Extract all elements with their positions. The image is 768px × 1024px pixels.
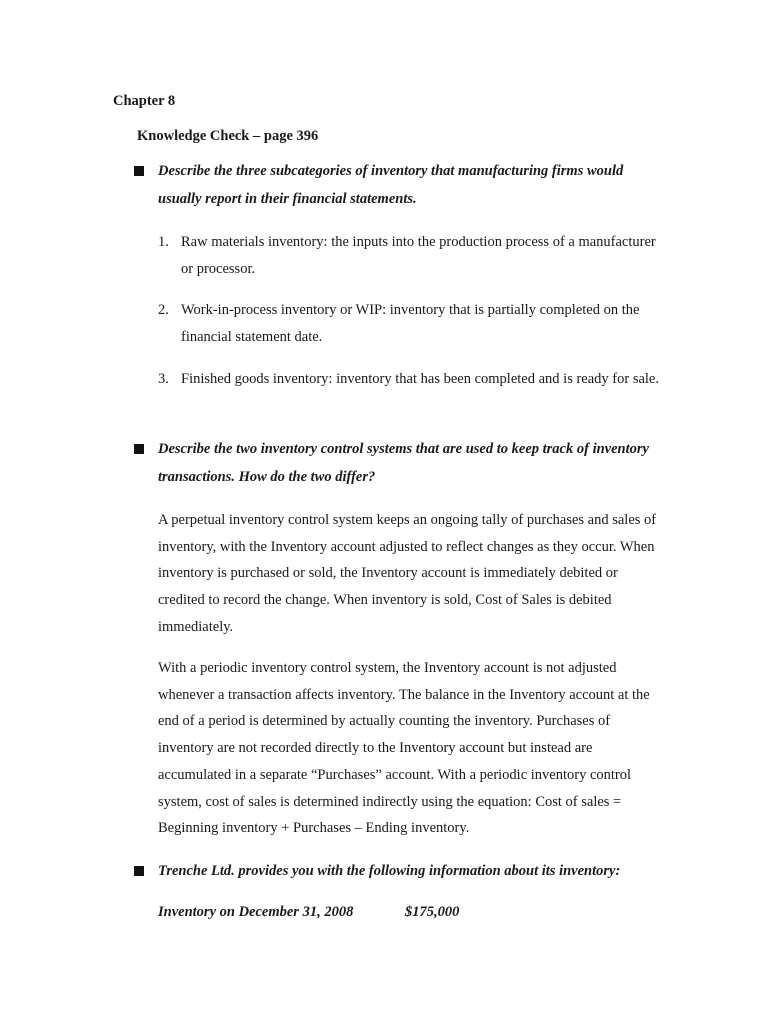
list-item: Finished goods inventory: inventory that has been completed and is ready for sale. — [181, 371, 659, 387]
inventory-value: $175,000 — [405, 904, 460, 920]
list-item: Work-in-process inventory or WIP: inventory that is partially completed on the financial statement date. — [181, 302, 640, 345]
list-number: 2. — [158, 302, 169, 318]
list-number: 3. — [158, 371, 169, 387]
list-item: Raw materials inventory: the inputs into the production process of a manufacturer or processor. — [181, 234, 656, 277]
paragraph-periodic: With a periodic inventory control system, the Inventory account is not adjusted whenever a transaction affects inventory. The balance in the Inventory account at the end of a period is determined by actually counting the inventory. Purchases of inventory are not recorded directly to the Inventory account but instead are accumulated in a separate “Purchases” account. With a periodic inventory control system, cost of sales is determined indirectly using the equation: Cost of sales = Beginning inventory + Purchases – Ending inventory. — [158, 660, 650, 837]
question-1: Describe the three subcategories of inventory that manufacturing firms would usually report in their financial statements. — [158, 163, 624, 207]
bullet-square-icon — [134, 866, 144, 876]
chapter-title: Chapter 8 — [113, 93, 176, 109]
question-2: Describe the two inventory control systems that are used to keep track of inventory transactions. How do the two differ? — [158, 441, 649, 485]
inventory-label: Inventory on December 31, 2008 — [158, 904, 354, 920]
paragraph-perpetual: A perpetual inventory control system keeps an ongoing tally of purchases and sales of inventory, with the Inventory account adjusted to reflect changes as they occur. When inventory is purchased or sold, the Inventory account is immediately debited or credited to record the change. When inventory is sold, Cost of Sales is debited immediately. — [158, 512, 657, 635]
bullet-square-icon — [134, 166, 144, 176]
bullet-square-icon — [134, 444, 144, 454]
list-number: 1. — [158, 234, 169, 250]
knowledge-check-heading: Knowledge Check – page 396 — [137, 128, 319, 144]
question-3: Trenche Ltd. provides you with the following information about its inventory: — [158, 863, 621, 879]
